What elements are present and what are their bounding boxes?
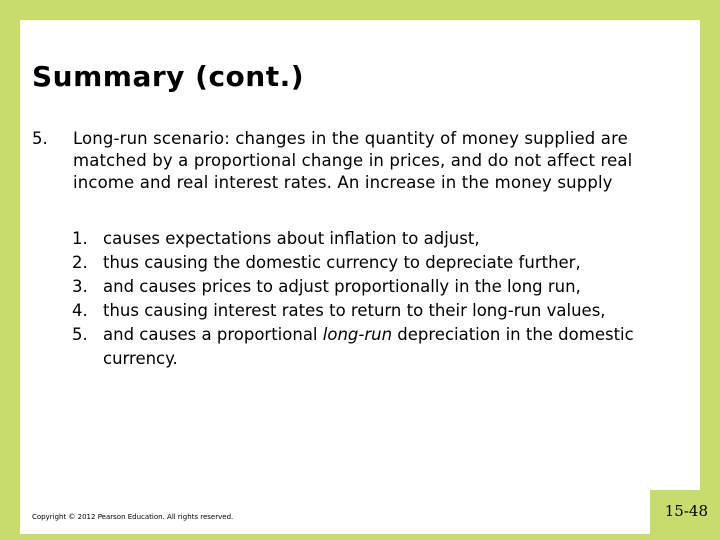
sub-list [72, 227, 672, 371]
sub-item-number: 1. [72, 229, 88, 248]
main-item-text: Long-run scenario: changes in the quantity of money supplied are matched by a proportional change in prices, and do not affect real income and real interest rates. An increase in the money supply [73, 129, 633, 192]
page-number: 15-48 [664, 502, 708, 520]
sub-item-text-emphasis: long-run [322, 325, 393, 344]
sub-list-item [72, 275, 672, 299]
sub-list-item [72, 323, 672, 371]
sub-list-item [72, 299, 672, 323]
sub-item-text: thus causing interest rates to return to their long-run values, [103, 301, 606, 320]
border-right [700, 0, 720, 540]
slide-title: Summary (cont.) [32, 60, 305, 93]
main-list-item [32, 128, 682, 194]
sub-item-text [103, 323, 672, 371]
main-item-number: 5. [32, 129, 48, 148]
sub-item-text-after: depreciation in the domestic currency. [103, 325, 634, 368]
sub-list-item [72, 251, 672, 275]
sub-item-number: 4. [72, 301, 88, 320]
border-left [0, 0, 20, 540]
border-top [0, 0, 720, 20]
sub-item-number: 2. [72, 253, 88, 272]
border-bottom [0, 534, 720, 540]
sub-item-text: and causes prices to adjust proportionally in the long run, [103, 277, 581, 296]
sub-item-number: 5. [72, 325, 88, 344]
sub-item-text: thus causing the domestic currency to depreciate further, [103, 253, 581, 272]
sub-item-text-before: and causes a proportional [103, 325, 323, 344]
sub-item-text: causes expectations about inflation to adjust, [103, 229, 480, 248]
copyright-notice: Copyright © 2012 Pearson Education. All rights reserved. [32, 513, 234, 521]
sub-list-item [72, 227, 672, 251]
sub-item-number: 3. [72, 277, 88, 296]
